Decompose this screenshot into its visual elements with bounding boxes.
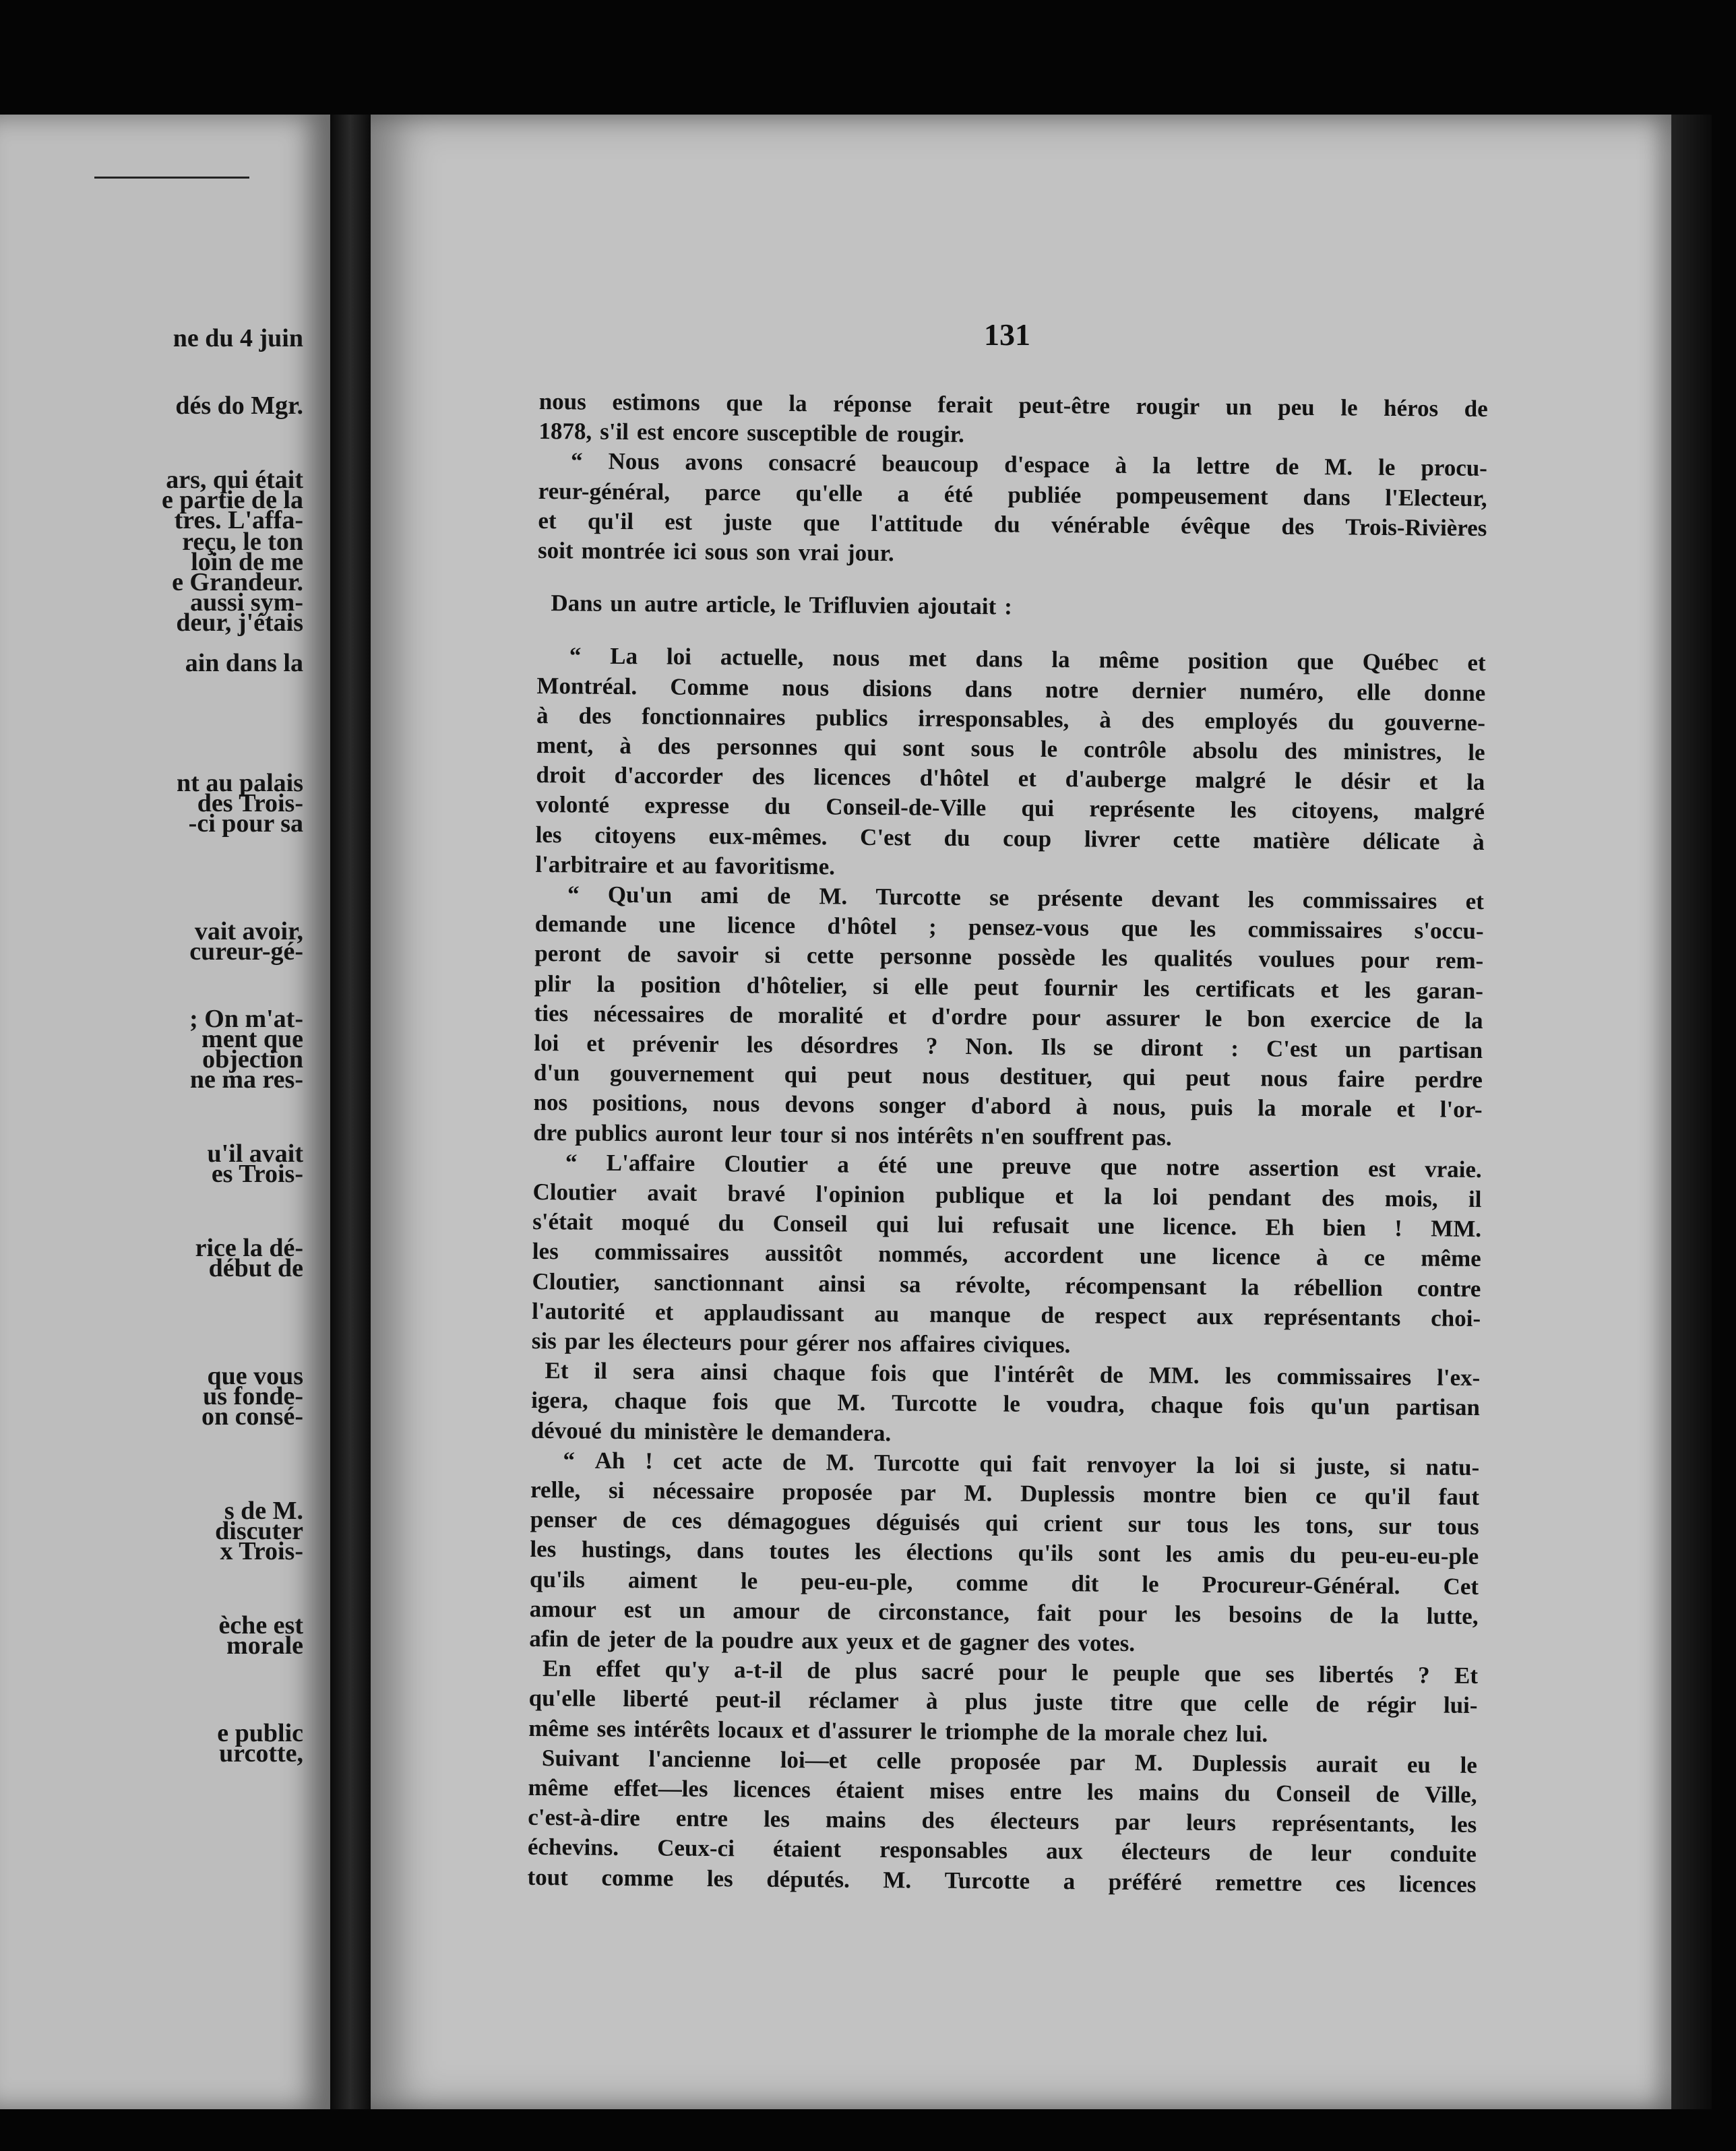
text-line: qu'elle liberté peut-il réclamer à plus juste titre que celle de régir lui- — [528, 1685, 1478, 1719]
left-page — [0, 115, 330, 2109]
text-line: volonté expresse du Conseil-de-Ville qui représente les citoyens, malgré — [535, 791, 1485, 825]
text-line: reur-général, parce qu'elle a été publiée pompeusement dans l'Electeur, — [538, 477, 1487, 511]
text-line: “ Qu'un ami de M. Turcotte se présente devant les commissaires et — [567, 881, 1485, 915]
text-line: d'un gouvernement qui peut nous destituer, qui peut nous faire perdre — [533, 1059, 1483, 1094]
text-line: nos positions, nous devons songer d'abord à nous, puis la morale et l'or- — [533, 1089, 1483, 1123]
text-line: 1878, s'il est encore susceptible de rougir. — [538, 418, 964, 448]
text-line: Cloutier, sanctionnant ainsi sa révolte, récompensant la rébellion contre — [532, 1268, 1481, 1302]
text-line: tout comme les députés. M. Turcotte a préféré remettre ces licences — [527, 1863, 1477, 1898]
text-line: à des fonctionnaires publics irresponsables, à des employés du gouverne- — [536, 702, 1486, 736]
left-page-line: aussi sym- — [190, 588, 303, 617]
text-line: Montréal. Comme nous disions dans notre dernier numéro, elle donne — [536, 672, 1486, 706]
left-page-line: rice la dé- — [195, 1234, 303, 1262]
text-line: ment, à des personnes qui sont sous le contrôle absolu des ministres, le — [536, 731, 1485, 766]
left-page-line: ment que — [202, 1025, 303, 1053]
text-line: amour est un amour de circonstance, fait pour les besoins de la lutte, — [529, 1595, 1479, 1629]
left-page-line: tres. L'affa- — [174, 506, 303, 534]
text-line: Cloutier avait bravé l'opinion publique et la loi pendant des mois, il — [532, 1178, 1482, 1213]
left-page-line: reçu, le ton — [182, 528, 303, 556]
left-page-line: es Trois- — [211, 1160, 303, 1188]
text-line: igera, chaque fois que M. Turcotte le voudra, chaque fois qu'un partisan — [531, 1387, 1481, 1421]
page-number: 131 — [984, 317, 1030, 352]
text-line: En effet qu'y a-t-il de plus sacré pour le peuple que ses libertés ? Et — [542, 1655, 1479, 1689]
left-page-line: morale — [226, 1631, 303, 1660]
left-page-line: u'il avait — [207, 1140, 303, 1168]
text-line: qu'ils aiment le peu-eu-ple, comme dit le Procureur-Général. Cet — [529, 1565, 1479, 1600]
text-line: les citoyens eux-mêmes. C'est du coup livrer cette matière délicate à — [535, 821, 1485, 855]
left-page-line: us fonde- — [203, 1382, 303, 1410]
text-line: relle, si nécessaire proposée par M. Duplessis montre bien ce qu'il faut — [530, 1476, 1480, 1511]
left-page-line: e public — [217, 1719, 303, 1747]
left-page-line: ain dans la — [185, 649, 303, 677]
text-line: c'est-à-dire entre les mains des électeurs par leurs représentants, les — [528, 1804, 1477, 1838]
text-line: les hustings, dans toutes les élections qu'ils sont les amis du peu-eu-eu-ple — [530, 1536, 1479, 1570]
book-gutter — [330, 115, 371, 2109]
left-page-line: ; On m'at- — [189, 1005, 303, 1033]
left-page-line: des Trois- — [197, 789, 303, 817]
text-line: “ La loi actuelle, nous met dans la même position que Québec et — [569, 642, 1486, 677]
left-page-line: s de M. — [224, 1497, 303, 1525]
text-line: afin de jeter de la poudre aux yeux et de gagner des votes. — [529, 1625, 1136, 1657]
text-line: “ Nous avons consacré beaucoup d'espace à la lettre de M. le procu- — [570, 447, 1488, 482]
left-page-line: urcotte, — [219, 1739, 303, 1768]
left-page-line: e Grandeur. — [172, 568, 303, 596]
text-line: échevins. Ceux-ci étaient responsables aux électeurs de leur conduite — [527, 1834, 1477, 1868]
left-page-text — [0, 115, 317, 2109]
text-line: nous estimons que la réponse ferait peut-être rougir un peu le héros de — [538, 387, 1488, 423]
text-line: les commissaires aussitôt nommés, accordent une licence à ce même — [532, 1238, 1481, 1272]
page-edge — [1671, 115, 1712, 2109]
text-line: sis par les électeurs pour gérer nos affaires civiques. — [531, 1327, 1071, 1359]
text-line: même effet—les licences étaient mises entre les mains du Conseil de Ville, — [528, 1774, 1477, 1808]
left-page-line: début de — [208, 1254, 303, 1282]
text-line: soit montrée ici sous son vrai jour. — [537, 536, 894, 567]
text-line: loi et prévenir les désordres ? Non. Ils se diront : C'est un partisan — [534, 1029, 1483, 1064]
left-page-line: deur, j'étais — [176, 609, 303, 637]
text-line: “ L'affaire Cloutier a été une preuve que notre assertion est vraie. — [565, 1149, 1482, 1183]
left-page-line: ne ma res- — [189, 1065, 303, 1094]
left-page-line: èche est — [218, 1611, 303, 1640]
left-page-line: discuter — [215, 1517, 303, 1545]
text-line: l'autorité et applaudissant au manque de respect aux représentants choi- — [532, 1297, 1481, 1332]
text-line: s'était moqué du Conseil qui lui refusait une licence. Eh bien ! MM. — [532, 1208, 1482, 1243]
text-line: Suivant l'ancienne loi—et celle proposée par M. Duplessis aurait eu le — [541, 1744, 1478, 1778]
text-line: penser de ces démagogues déguisés qui crient sur tous les tons, sur tous — [530, 1506, 1479, 1540]
text-line: Dans un autre article, le Trifluvien ajoutait : — [551, 590, 1013, 620]
text-line: Et il sera ainsi chaque fois que l'intérêt de MM. les commissaires l'ex- — [545, 1357, 1481, 1392]
left-page-line: loin de me — [191, 548, 303, 576]
left-page-line: nt au palais — [177, 769, 303, 797]
left-page-line: vait avoir, — [194, 917, 303, 945]
left-page-line: e partie de la — [161, 486, 303, 514]
text-line: l'arbitraire et au favoritisme. — [535, 850, 836, 880]
text-line: dévoué du ministère le demandera. — [530, 1416, 892, 1446]
text-line: droit d'accorder des licences d'hôtel et d'auberge malgré le désir et la — [536, 761, 1485, 796]
text-line: “ Ah ! cet acte de M. Turcotte qui fait renvoyer la loi si juste, si natu- — [563, 1447, 1480, 1480]
text-line: dre publics auront leur tour si nos intérêts n'en souffrent pas. — [533, 1119, 1172, 1151]
text-line: demande une licence d'hôtel ; pensez-vous que les commissaires s'occu- — [534, 910, 1484, 945]
text-line: et qu'il est juste que l'attitude du vénérable évêque des Trois-Rivières — [538, 507, 1487, 541]
page-text — [527, 384, 1496, 1928]
left-page-line: objection — [202, 1045, 303, 1073]
text-line: même ses intérêts locaux et d'assurer le triomphe de la morale chez lui. — [528, 1714, 1268, 1747]
text-line: plir la position d'hôtelier, si elle peut fournir les certificats et les garan- — [534, 970, 1484, 1004]
left-page-line: ars, qui était — [166, 466, 303, 494]
text-line: ties nécessaires de moralité et d'ordre pour assurer le bon exercice de la — [534, 999, 1483, 1034]
left-page-line: x Trois- — [220, 1537, 303, 1565]
left-page-line: on consé- — [202, 1402, 303, 1431]
text-line: peront de savoir si cette personne possède les qualités voulues pour rem- — [534, 940, 1484, 974]
left-page-line: dés do Mgr. — [175, 392, 303, 420]
left-page-line: que vous — [207, 1362, 303, 1390]
left-page-line: -ci pour sa — [188, 809, 303, 838]
left-page-line: cureur-gé- — [189, 937, 303, 966]
left-page-line: ne du 4 juin — [173, 324, 303, 352]
